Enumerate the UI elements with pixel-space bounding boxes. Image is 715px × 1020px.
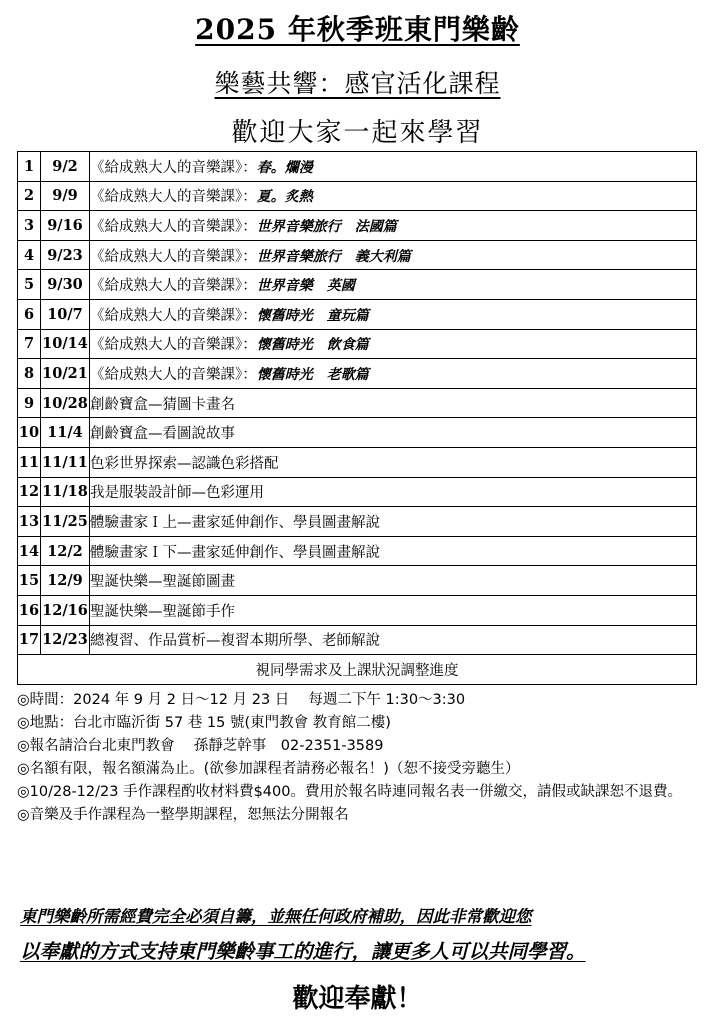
appeal-line-2: 以奉獻的方式支持東門樂齡事工的進行，讓更多人可以共同學習。 bbox=[20, 940, 586, 963]
topic-main: 聖誕快樂—聖誕節手作 bbox=[90, 603, 235, 620]
session-date: 12/23 bbox=[41, 625, 90, 655]
topic-main: 《給成熟大人的音樂課》： bbox=[90, 366, 257, 383]
topic-main: 體驗畫家Ｉ下—畫家延伸創作、學員圖畫解說 bbox=[90, 544, 380, 561]
table-row bbox=[18, 566, 697, 596]
session-number: 14 bbox=[18, 536, 41, 566]
session-date: 12/9 bbox=[41, 566, 90, 596]
table-row bbox=[18, 507, 697, 537]
table-row bbox=[18, 477, 697, 507]
table-row bbox=[18, 536, 697, 566]
session-date: 11/25 bbox=[41, 507, 90, 537]
table-row bbox=[18, 211, 697, 241]
session-number: 12 bbox=[18, 477, 41, 507]
info-contact: ◎報名請洽台北東門教會 孫靜芝幹事 02-2351-3589 bbox=[17, 738, 384, 754]
session-topic bbox=[90, 477, 697, 507]
session-number: 10 bbox=[18, 418, 41, 448]
info-fee: ◎10/28-12/23 手作課程酌收材料費$400。費用於報名時連同報名表一併繳交，請假或缺課恕不退費。 bbox=[17, 784, 682, 800]
topic-main: 《給成熟大人的音樂課》： bbox=[90, 307, 257, 324]
session-date: 11/4 bbox=[41, 418, 90, 448]
info-section bbox=[17, 689, 707, 827]
table-row bbox=[18, 359, 697, 389]
topic-main: 《給成熟大人的音樂課》： bbox=[90, 218, 257, 235]
session-topic bbox=[90, 299, 697, 329]
session-number: 6 bbox=[18, 299, 41, 329]
schedule-body bbox=[18, 152, 697, 685]
session-number: 1 bbox=[18, 152, 41, 182]
session-topic bbox=[90, 329, 697, 359]
session-topic bbox=[90, 507, 697, 537]
session-topic bbox=[90, 152, 697, 182]
session-date: 10/28 bbox=[41, 388, 90, 418]
session-number: 17 bbox=[18, 625, 41, 655]
subtitle-text: 樂藝共響：感官活化課程 bbox=[214, 69, 501, 98]
session-date: 10/21 bbox=[41, 359, 90, 389]
table-row bbox=[18, 152, 697, 182]
topic-subtitle: 世界音樂旅行 法國篇 bbox=[256, 218, 397, 235]
title-text: 2025 年秋季班東門樂齡 bbox=[195, 13, 520, 46]
session-topic bbox=[90, 270, 697, 300]
session-date: 12/16 bbox=[41, 595, 90, 625]
topic-subtitle: 春。爛漫 bbox=[256, 159, 313, 176]
session-date: 9/23 bbox=[41, 240, 90, 270]
session-number: 11 bbox=[18, 447, 41, 477]
session-number: 7 bbox=[18, 329, 41, 359]
schedule-table bbox=[17, 151, 697, 685]
session-topic bbox=[90, 211, 697, 241]
welcome-heading: 歡迎大家一起來學習 bbox=[231, 118, 484, 148]
topic-main: 總複習、作品賞析—複習本期所學、老師解說 bbox=[90, 633, 380, 650]
session-topic bbox=[90, 595, 697, 625]
table-note-row bbox=[18, 655, 697, 685]
session-date: 11/18 bbox=[41, 477, 90, 507]
session-topic bbox=[90, 388, 697, 418]
table-row bbox=[18, 270, 697, 300]
info-location: ◎地點：台北市臨沂街 57 巷 15 號(東門教會 教育館二樓) bbox=[17, 715, 391, 731]
session-date: 11/11 bbox=[41, 447, 90, 477]
session-topic bbox=[90, 359, 697, 389]
topic-subtitle: 世界音樂 英國 bbox=[256, 278, 355, 295]
topic-subtitle: 懷舊時光 童玩篇 bbox=[256, 307, 369, 324]
topic-subtitle: 懷舊時光 老歌篇 bbox=[256, 366, 369, 383]
topic-main: 《給成熟大人的音樂課》： bbox=[90, 278, 257, 295]
session-topic bbox=[90, 625, 697, 655]
page-subtitle bbox=[0, 64, 715, 104]
topic-main: 色彩世界探索—認識色彩搭配 bbox=[90, 455, 279, 472]
topic-main: 《給成熟大人的音樂課》： bbox=[90, 248, 257, 265]
topic-subtitle: 世界音樂旅行 義大利篇 bbox=[256, 248, 411, 265]
topic-main: 《給成熟大人的音樂課》： bbox=[90, 159, 257, 176]
session-number: 9 bbox=[18, 388, 41, 418]
session-topic bbox=[90, 536, 697, 566]
topic-main: 《給成熟大人的音樂課》： bbox=[90, 337, 257, 354]
table-row bbox=[18, 418, 697, 448]
session-number: 13 bbox=[18, 507, 41, 537]
topic-main: 《給成熟大人的音樂課》： bbox=[90, 189, 257, 206]
table-row bbox=[18, 240, 697, 270]
table-row bbox=[18, 299, 697, 329]
topic-main: 聖誕快樂—聖誕節圖畫 bbox=[90, 574, 235, 591]
schedule-note: 視同學需求及上課狀況調整進度 bbox=[18, 655, 697, 685]
session-number: 16 bbox=[18, 595, 41, 625]
session-number: 4 bbox=[18, 240, 41, 270]
session-number: 15 bbox=[18, 566, 41, 596]
topic-subtitle: 夏。炙熱 bbox=[256, 189, 313, 206]
table-row bbox=[18, 388, 697, 418]
appeal-line-1: 東門樂齡所需經費完全必須自籌，並無任何政府補助，因此非常歡迎您 bbox=[20, 907, 532, 926]
topic-main: 創齡寶盒—看圖說故事 bbox=[90, 426, 235, 443]
info-time: ◎時間：2024 年 9 月 2 日～12 月 23 日 每週二下午 1:30～3:30 bbox=[17, 692, 466, 708]
session-number: 2 bbox=[18, 181, 41, 211]
session-date: 9/9 bbox=[41, 181, 90, 211]
info-limit: ◎名額有限，報名額滿為止。(欲參加課程者請務必報名！)（恕不接受旁聽生） bbox=[17, 761, 520, 777]
session-topic bbox=[90, 566, 697, 596]
session-topic bbox=[90, 418, 697, 448]
session-topic bbox=[90, 447, 697, 477]
session-date: 10/14 bbox=[41, 329, 90, 359]
table-row bbox=[18, 595, 697, 625]
table-row bbox=[18, 329, 697, 359]
topic-main: 創齡寶盒—猜圖卡畫名 bbox=[90, 396, 235, 413]
info-policy: ◎音樂及手作課程為一整學期課程，恕無法分開報名 bbox=[17, 807, 349, 823]
session-date: 9/16 bbox=[41, 211, 90, 241]
session-number: 3 bbox=[18, 211, 41, 241]
table-row bbox=[18, 447, 697, 477]
session-topic bbox=[90, 181, 697, 211]
page-title bbox=[0, 8, 715, 48]
topic-subtitle: 懷舊時光 飲食篇 bbox=[256, 337, 369, 354]
topic-main: 我是服裝設計師—色彩運用 bbox=[90, 485, 264, 502]
closing-text: 歡迎奉獻！ bbox=[292, 984, 423, 1014]
session-topic bbox=[90, 240, 697, 270]
table-row bbox=[18, 181, 697, 211]
session-date: 9/30 bbox=[41, 270, 90, 300]
session-number: 8 bbox=[18, 359, 41, 389]
table-row bbox=[18, 625, 697, 655]
session-date: 9/2 bbox=[41, 152, 90, 182]
session-date: 12/2 bbox=[41, 536, 90, 566]
session-date: 10/7 bbox=[41, 299, 90, 329]
session-number: 5 bbox=[18, 270, 41, 300]
topic-main: 體驗畫家Ｉ上—畫家延伸創作、學員圖畫解說 bbox=[90, 514, 380, 531]
